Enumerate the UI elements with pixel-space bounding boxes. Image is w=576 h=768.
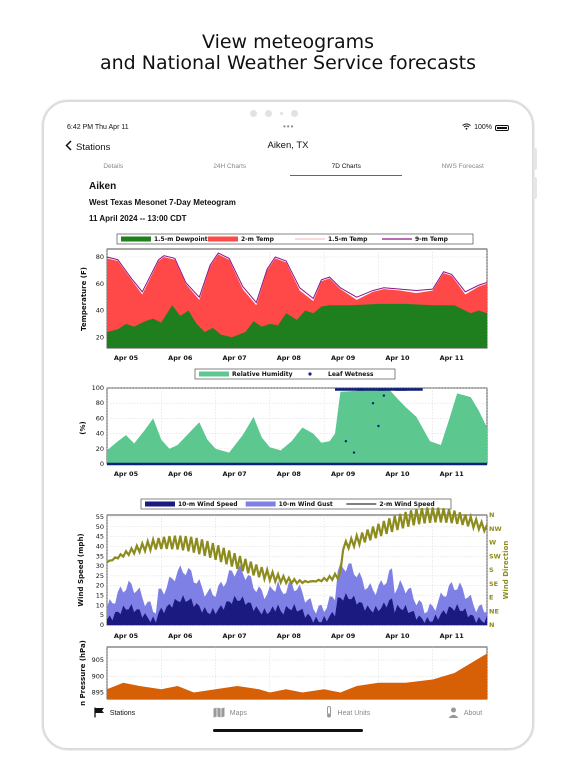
- x-tick-label: Apr 06: [168, 470, 193, 478]
- leaf-wetness-point: [353, 451, 355, 453]
- y-tick-label: 60: [95, 279, 104, 288]
- legend-label: 1.5-m Dewpoint: [154, 236, 208, 243]
- wind-direction-tick: NW: [489, 524, 502, 533]
- legend-label: 9-m Temp: [415, 236, 448, 243]
- tab-nws-forecast[interactable]: NWS Forecast: [441, 163, 484, 170]
- tabbar-maps-label: Maps: [229, 709, 247, 717]
- y-axis-label: n Pressure (hPa): [79, 640, 87, 706]
- legend-label: Relative Humidity: [232, 371, 293, 378]
- y-tick-label: 0: [99, 460, 104, 468]
- tabbar-stations[interactable]: [94, 703, 135, 723]
- y-tick-label: 40: [95, 429, 104, 438]
- x-tick-label: Apr 07: [222, 354, 247, 362]
- x-tick-label: Apr 05: [113, 470, 139, 478]
- meteogram-datetime: 11 April 2024 -- 13:00 CDT: [89, 214, 187, 223]
- legend-swatch: [308, 372, 311, 375]
- y-tick-label: 900: [91, 672, 104, 681]
- tab-details[interactable]: Details: [103, 163, 124, 170]
- legend-label: Leaf Wetness: [328, 371, 374, 378]
- headline-line2: and National Weather Service forecasts: [99, 52, 477, 74]
- y-tick-label: 100: [91, 384, 104, 392]
- y-tick-label: 40: [95, 306, 104, 315]
- tabbar-maps[interactable]: [213, 703, 247, 723]
- y-tick-label: 35: [95, 552, 104, 561]
- tabbar-heat-units[interactable]: [325, 703, 371, 723]
- meteogram: [55, 176, 521, 706]
- legend-label: 2-m Temp: [241, 236, 274, 243]
- x-tick-label: Apr 06: [168, 354, 193, 362]
- y-tick-label: 25: [95, 571, 104, 580]
- y-axis-label: Wind Speed (mph): [77, 533, 85, 607]
- wind-direction-tick: W: [489, 538, 497, 547]
- y-axis-label: (%): [79, 421, 87, 435]
- x-tick-label: Apr 08: [276, 632, 301, 640]
- wind-direction-tick: NE: [489, 607, 499, 616]
- leaf-wetness-point: [345, 440, 347, 442]
- y-tick-label: 45: [95, 532, 104, 541]
- page-title: Aiken, TX: [267, 140, 309, 151]
- legend-label: 1.5-m Temp: [328, 236, 368, 243]
- x-tick-label: Apr 07: [222, 632, 247, 640]
- battery-icon: [495, 125, 509, 131]
- legend-swatch: [246, 502, 276, 507]
- x-tick-label: Apr 09: [331, 354, 356, 362]
- y-tick-label: 20: [95, 581, 104, 590]
- status-dots: •••: [283, 122, 295, 131]
- y-tick-label: 905: [91, 656, 104, 664]
- status-time: 6:42 PM Thu Apr 11: [67, 124, 129, 131]
- volume-button: [533, 148, 537, 170]
- station-name: Aiken: [89, 181, 117, 192]
- wind-direction-tick: N: [489, 511, 495, 519]
- x-tick-label: Apr 06: [168, 632, 193, 640]
- wind-direction-tick: SW: [489, 552, 501, 561]
- legend-label: 10-m Wind Gust: [278, 501, 333, 508]
- x-tick-label: Apr 11: [439, 470, 464, 478]
- leaf-wetness-point: [377, 425, 379, 427]
- wind-direction-tick: N: [489, 621, 495, 629]
- leaf-wetness-point: [383, 394, 385, 396]
- y-tick-label: 50: [95, 522, 104, 531]
- legend-label: 2-m Wind Speed: [379, 501, 435, 508]
- y-tick-label: 20: [95, 333, 104, 342]
- y-tick-label: 895: [91, 688, 104, 697]
- tab-7d-charts[interactable]: 7D Charts: [288, 161, 404, 175]
- x-tick-label: Apr 05: [113, 632, 139, 640]
- x-tick-label: Apr 08: [276, 470, 301, 478]
- wind-direction-tick: S: [489, 566, 494, 574]
- y-tick-label: 5: [99, 611, 104, 620]
- y-tick-label: 10: [95, 601, 104, 610]
- status-right: [462, 123, 509, 132]
- x-tick-label: Apr 10: [385, 632, 410, 640]
- x-tick-label: Apr 08: [276, 354, 301, 362]
- tabbar-about[interactable]: [448, 703, 482, 723]
- x-tick-label: Apr 10: [385, 470, 410, 478]
- y-tick-label: 60: [95, 414, 104, 423]
- wind-direction-tick: E: [489, 593, 494, 602]
- map-icon: [213, 707, 225, 720]
- legend-label: 10-m Wind Speed: [178, 501, 238, 508]
- legend-swatch: [208, 237, 238, 242]
- y-tick-label: 15: [95, 591, 104, 600]
- legend-swatch: [199, 372, 229, 377]
- y-tick-label: 80: [95, 253, 104, 262]
- thermometer-icon: [325, 706, 333, 720]
- camera-dots: [250, 108, 298, 118]
- y-tick-label: 55: [95, 512, 104, 521]
- tabbar-about-label: About: [463, 709, 483, 717]
- y-tick-label: 40: [95, 542, 104, 551]
- legend-swatch: [145, 502, 175, 507]
- y-tick-label: 80: [95, 399, 104, 408]
- x-tick-label: Apr 05: [113, 354, 139, 362]
- tabbar-heat-units-label: Heat Units: [337, 709, 371, 717]
- wifi-icon: [462, 123, 471, 132]
- meteogram-title: West Texas Mesonet 7-Day Meteogram: [89, 198, 236, 207]
- person-icon: [448, 707, 459, 720]
- y-tick-label: 20: [95, 444, 104, 453]
- promo-headline: [0, 32, 576, 74]
- back-label: Stations: [76, 141, 111, 153]
- tabbar-stations-label: Stations: [109, 709, 136, 717]
- y-tick-label: 30: [95, 562, 104, 571]
- headline-line1: View meteograms: [201, 31, 374, 53]
- flag-icon: [94, 707, 105, 720]
- y-axis-label: Temperature (F): [80, 267, 88, 331]
- legend-swatch: [121, 237, 151, 242]
- wind-direction-tick: SE: [489, 579, 499, 588]
- x-tick-label: Apr 09: [331, 470, 356, 478]
- x-tick-label: Apr 11: [439, 632, 464, 640]
- x-tick-label: Apr 10: [385, 354, 410, 362]
- battery-text: 100%: [474, 124, 492, 131]
- volume-button: [533, 177, 537, 199]
- y-tick-label: 0: [99, 621, 104, 629]
- x-tick-label: Apr 09: [331, 632, 356, 640]
- x-tick-label: Apr 11: [439, 354, 464, 362]
- y2-axis-label: Wind Direction: [502, 540, 510, 600]
- home-indicator: [213, 729, 363, 732]
- app-screen: [55, 118, 521, 738]
- nav-bar: [55, 138, 521, 158]
- x-tick-label: Apr 07: [222, 470, 247, 478]
- leaf-wetness-point: [372, 402, 374, 404]
- meteogram-charts: [55, 176, 521, 706]
- segment-tabs: [55, 161, 521, 175]
- tab-24h-charts[interactable]: 24H Charts: [213, 163, 247, 170]
- tab-bar: [55, 703, 521, 723]
